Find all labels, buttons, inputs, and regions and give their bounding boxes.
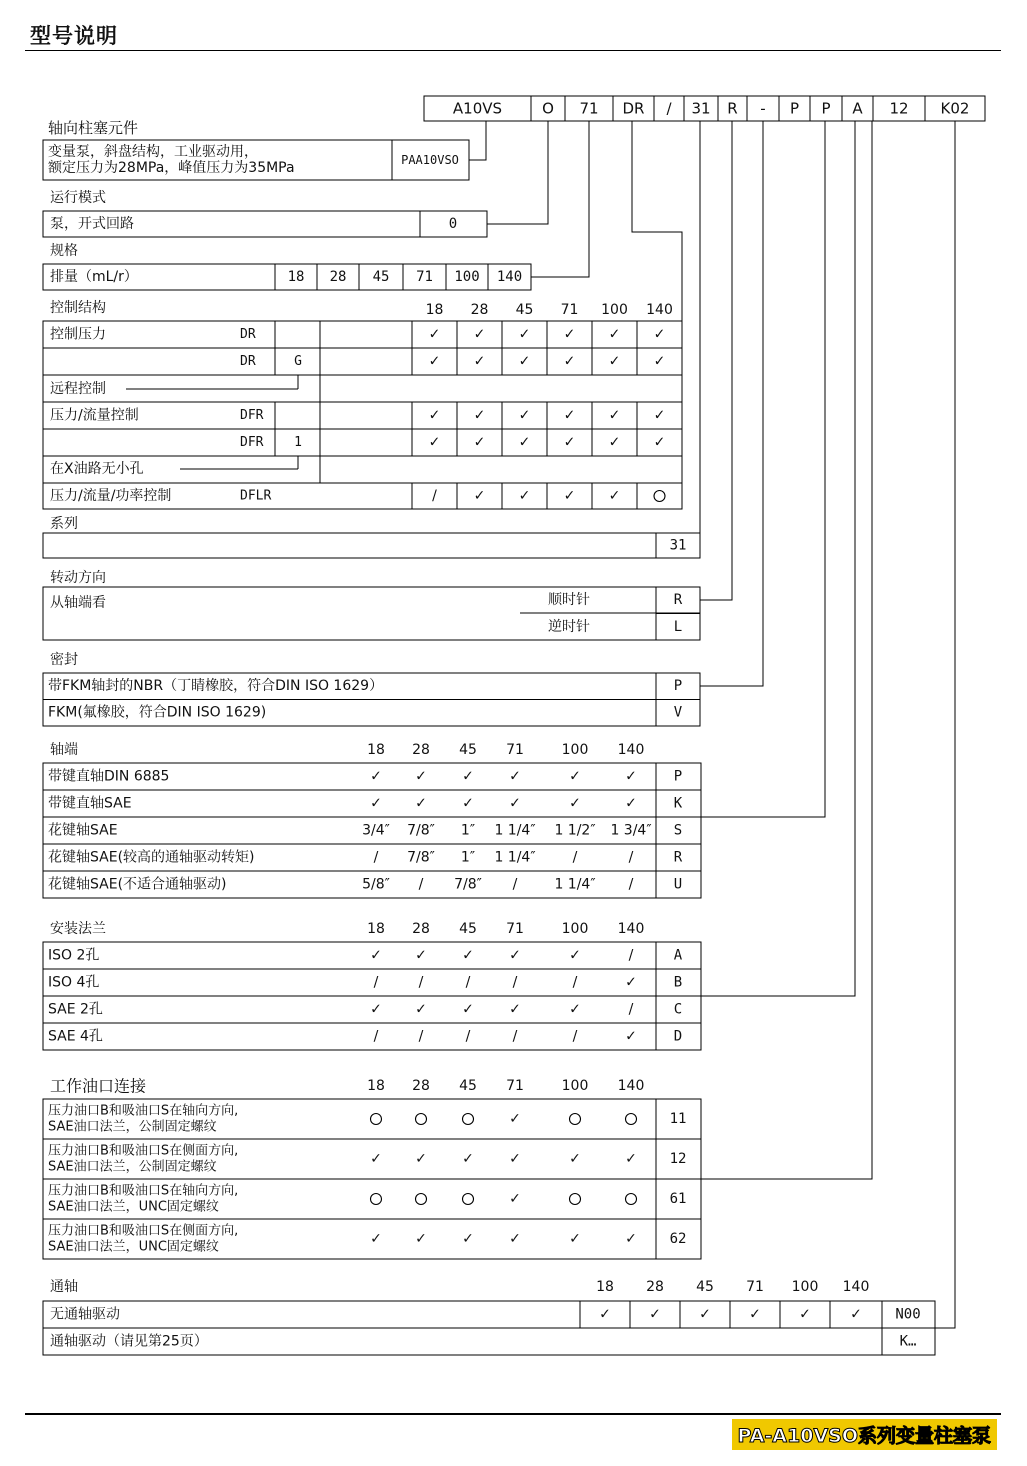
mark-text: / [572, 1028, 578, 1045]
available-check-icon: ✓ [563, 434, 576, 451]
series-code: 31 [669, 537, 687, 554]
available-check-icon: ✓ [462, 947, 474, 964]
optional-mark-icon [463, 1194, 474, 1205]
code-field-6: R [727, 99, 738, 118]
available-check-icon: ✓ [563, 353, 576, 370]
ports-code: 12 [669, 1151, 687, 1167]
series-heading: 系列 [50, 516, 78, 532]
available-check-icon: ✓ [509, 795, 521, 812]
flange-row-box [43, 1023, 656, 1050]
available-check-icon: ✓ [415, 768, 427, 785]
available-check-icon: ✓ [509, 1001, 521, 1018]
available-check-icon: ✓ [415, 795, 427, 812]
ports-size-header: 28 [412, 1078, 430, 1094]
available-check-icon: ✓ [625, 795, 637, 812]
mark-text: 7/8″ [407, 849, 435, 866]
footer-series-title: PA-A10VSO系列变量柱塞泵 [732, 1419, 997, 1450]
available-check-icon: ✓ [569, 1001, 581, 1018]
code-field-2: 71 [579, 99, 599, 118]
mark-text: 1 1/2″ [554, 822, 596, 839]
control-size-header: 140 [646, 302, 673, 318]
available-check-icon: ✓ [563, 407, 576, 424]
through-heading: 通轴 [50, 1279, 78, 1295]
rotation-code: R [673, 592, 683, 608]
control-size-header: 18 [425, 302, 444, 318]
axial-heading: 轴向柱塞元件 [48, 119, 139, 137]
code-field-12: K02 [940, 99, 970, 118]
rotation-code: L [673, 619, 683, 635]
flange-code: D [673, 1028, 683, 1045]
through-code: N00 [895, 1306, 921, 1323]
size-label: 排量（mL/r） [50, 269, 138, 285]
flange-row-box [43, 996, 656, 1023]
ports-label-line1: 压力油口B和吸油口S在侧面方向, [48, 1223, 239, 1239]
ports-code: 11 [669, 1111, 687, 1127]
available-check-icon: ✓ [473, 326, 486, 343]
through-size-header: 45 [696, 1279, 714, 1295]
code-field-9: P [821, 99, 831, 118]
available-check-icon: ✓ [428, 326, 441, 343]
available-check-icon: ✓ [749, 1306, 761, 1323]
control-option: 1 [294, 435, 302, 450]
ports-label-line2: SAE油口法兰，UNC固定螺纹 [48, 1239, 219, 1255]
leader-rotation [700, 121, 732, 600]
ports-code: 62 [669, 1231, 687, 1247]
optional-mark-icon [463, 1114, 474, 1125]
available-check-icon: ✓ [509, 1191, 521, 1207]
control-label: 压力/流量控制 [50, 407, 139, 424]
available-check-icon: ✓ [370, 1231, 382, 1247]
code-field-3: DR [622, 99, 645, 118]
available-check-icon: ✓ [625, 1151, 637, 1167]
flange-label: SAE 4孔 [48, 1028, 103, 1045]
mark-text: / [628, 849, 634, 866]
available-check-icon: ✓ [850, 1306, 862, 1323]
mark-text: 3/4″ [362, 822, 390, 839]
available-check-icon: ✓ [415, 1231, 427, 1247]
flange-row-box [43, 969, 656, 996]
available-check-icon: ✓ [518, 488, 531, 504]
mark-text: / [373, 849, 379, 866]
shaft-code: U [673, 876, 683, 893]
through-size-header: 28 [646, 1279, 664, 1295]
ports-size-header: 100 [561, 1078, 589, 1094]
mark-text: 1 1/4″ [554, 876, 596, 893]
mark-text: 1″ [460, 849, 476, 866]
ports-heading: 工作油口连接 [50, 1076, 147, 1096]
shaft-label: 花键轴SAE(较高的通轴驱动转矩) [48, 849, 255, 866]
shaft-label: 带键直轴SAE [48, 795, 132, 812]
mark-text: / [572, 849, 578, 866]
through-code: K… [899, 1333, 917, 1350]
control-code: DR [240, 327, 256, 342]
flange-label: SAE 2孔 [48, 1001, 103, 1018]
seal-label: FKM(氟橡胶，符合DIN ISO 1629) [48, 704, 267, 721]
rotation-label: 顺时针 [548, 592, 590, 608]
mark-text: / [418, 974, 424, 991]
ports-size-header: 140 [617, 1078, 645, 1094]
ports-label-line2: SAE油口法兰，公制固定螺纹 [48, 1159, 217, 1175]
available-check-icon: ✓ [599, 1306, 611, 1323]
mark-text: / [465, 974, 471, 991]
available-check-icon: ✓ [473, 407, 486, 424]
mark-text: 7/8″ [454, 876, 482, 893]
shaft-label: 带键直轴DIN 6885 [48, 768, 170, 785]
through-label: 通轴驱动（请见第25页） [50, 1333, 208, 1350]
flange-size-header: 28 [412, 921, 430, 937]
through-size-header: 100 [791, 1279, 819, 1295]
available-check-icon: ✓ [563, 488, 576, 504]
available-check-icon: ✓ [518, 353, 531, 370]
through-label: 无通轴驱动 [50, 1306, 120, 1323]
ports-size-header: 45 [459, 1078, 477, 1094]
available-check-icon: ✓ [473, 434, 486, 451]
mark-text: 5/8″ [362, 876, 390, 893]
optional-mark-icon [416, 1194, 427, 1205]
mark-text: 1″ [460, 822, 476, 839]
control-label: 控制压力 [50, 326, 106, 343]
available-check-icon: ✓ [462, 1231, 474, 1247]
rotation-label: 逆时针 [548, 619, 590, 635]
control-heading: 控制结构 [50, 300, 106, 316]
available-check-icon: ✓ [608, 353, 621, 370]
shaft-code: R [673, 849, 683, 866]
rotation-desc: 从轴端看 [50, 595, 106, 611]
shaft-code: S [673, 822, 683, 839]
available-check-icon: ✓ [563, 326, 576, 343]
size-value: 71 [416, 269, 433, 285]
ports-label-line2: SAE油口法兰，UNC固定螺纹 [48, 1199, 219, 1215]
size-value: 28 [329, 269, 347, 285]
optional-mark-icon [371, 1194, 382, 1205]
shaft-code: K [673, 795, 683, 812]
control-label: 压力/流量/功率控制 [50, 488, 172, 504]
available-check-icon: ✓ [370, 1001, 382, 1018]
mark-text: 1 1/4″ [494, 849, 536, 866]
available-check-icon: ✓ [509, 1151, 521, 1167]
shaft-row-box [43, 790, 656, 817]
mark-text: / [512, 876, 518, 893]
mark-text: 7/8″ [407, 822, 435, 839]
leader-operation [487, 121, 548, 224]
mark-text: / [512, 1028, 518, 1045]
leader-ports [701, 121, 872, 1179]
flange-size-header: 45 [459, 921, 477, 937]
flange-code: A [673, 947, 683, 964]
available-check-icon: ✓ [608, 407, 621, 424]
control-code: DFR [240, 408, 264, 423]
available-check-icon: ✓ [473, 488, 486, 504]
leader-axial [469, 121, 486, 160]
mark-text: / [628, 1001, 634, 1018]
size-value: 100 [454, 269, 480, 285]
code-field-7: - [760, 99, 766, 118]
code-field-8: P [789, 99, 800, 118]
available-check-icon: ✓ [415, 1001, 427, 1018]
page-title: 型号说明 [30, 24, 118, 48]
ports-size-header: 71 [506, 1078, 524, 1094]
optional-mark-icon [416, 1114, 427, 1125]
available-check-icon: ✓ [625, 974, 637, 991]
mark-text: 1 3/4″ [610, 822, 652, 839]
available-check-icon: ✓ [509, 947, 521, 964]
available-check-icon: ✓ [518, 434, 531, 451]
available-check-icon: ✓ [370, 795, 382, 812]
optional-mark-icon [371, 1114, 382, 1125]
control-size-header: 28 [470, 302, 489, 318]
mark-text: / [373, 974, 379, 991]
available-check-icon: ✓ [653, 407, 666, 424]
available-check-icon: ✓ [462, 1151, 474, 1167]
series-box [43, 533, 656, 558]
leader-through [935, 121, 955, 1328]
seal-code: P [673, 678, 683, 694]
size-value: 140 [496, 269, 523, 285]
available-check-icon: ✓ [473, 353, 486, 370]
ports-size-header: 18 [367, 1078, 385, 1094]
available-check-icon: ✓ [608, 488, 621, 504]
available-check-icon: ✓ [625, 1028, 637, 1045]
seal-code: V [673, 704, 683, 721]
mark-text: / [418, 876, 424, 893]
through-size-header: 71 [746, 1279, 764, 1295]
flange-heading: 安装法兰 [50, 921, 106, 937]
flange-label: ISO 4孔 [48, 974, 100, 991]
code-field-10: A [852, 99, 863, 118]
available-check-icon: ✓ [518, 407, 531, 424]
mark-text: / [628, 947, 634, 964]
ports-label-line2: SAE油口法兰，公制固定螺纹 [48, 1119, 217, 1135]
leader-size [531, 121, 589, 277]
optional-mark-icon [570, 1194, 581, 1205]
flange-row-box [43, 942, 656, 969]
shaft-size-header: 18 [367, 742, 385, 758]
available-check-icon: ✓ [462, 768, 474, 785]
available-check-icon: ✓ [699, 1306, 711, 1323]
optional-mark-icon [654, 491, 665, 502]
available-check-icon: ✓ [428, 407, 441, 424]
available-check-icon: ✓ [625, 1231, 637, 1247]
rotation-heading: 转动方向 [50, 570, 106, 586]
through-size-header: 140 [842, 1279, 870, 1295]
control-size-header: 100 [601, 302, 628, 318]
mark-text: / [418, 1028, 424, 1045]
available-check-icon: ✓ [415, 947, 427, 964]
flange-label: ISO 2孔 [48, 947, 100, 964]
size-value: 18 [287, 269, 305, 285]
available-check-icon: ✓ [415, 1151, 427, 1167]
available-check-icon: ✓ [569, 1151, 581, 1167]
x-port-label: 在X油路无小孔 [50, 461, 144, 477]
available-check-icon: ✓ [462, 795, 474, 812]
available-check-icon: ✓ [653, 353, 666, 370]
available-check-icon: ✓ [653, 326, 666, 343]
control-code: DR [240, 354, 256, 369]
mark-text: / [465, 1028, 471, 1045]
available-check-icon: ✓ [653, 434, 666, 451]
available-check-icon: ✓ [509, 768, 521, 785]
shaft-size-header: 71 [506, 742, 524, 758]
control-code: DFR [240, 435, 264, 450]
shaft-label: 花键轴SAE [48, 822, 118, 839]
code-field-4: / [666, 99, 672, 118]
available-check-icon: ✓ [569, 947, 581, 964]
code-field-5: 31 [691, 99, 711, 118]
code-field-0: A10VS [452, 99, 503, 118]
seal-heading: 密封 [50, 652, 78, 668]
available-check-icon: ✓ [569, 1231, 581, 1247]
through-size-header: 18 [596, 1279, 614, 1295]
shaft-size-header: 28 [412, 742, 430, 758]
available-check-icon: ✓ [370, 1151, 382, 1167]
available-check-icon: ✓ [569, 795, 581, 812]
axial-desc-line1: 变量泵，斜盘结构，工业驱动用， [48, 144, 258, 160]
control-option: G [294, 354, 302, 369]
available-check-icon: ✓ [649, 1306, 661, 1323]
available-check-icon: ✓ [518, 326, 531, 343]
control-size-header: 45 [515, 302, 534, 318]
flange-size-header: 100 [561, 921, 589, 937]
mark-text: / [373, 1028, 379, 1045]
operation-code: 0 [448, 216, 458, 232]
axial-desc-line2: 额定压力为28MPa，峰值压力为35MPa [48, 160, 295, 176]
ports-label-line1: 压力油口B和吸油口S在轴向方向, [48, 1103, 239, 1119]
mark-text: / [572, 974, 578, 991]
shaft-heading: 轴端 [50, 742, 78, 758]
available-check-icon: ✓ [428, 434, 441, 451]
remote-control-label: 远程控制 [50, 381, 106, 397]
code-field-1: O [542, 99, 554, 118]
mark-text: / [432, 488, 437, 504]
available-check-icon: ✓ [370, 947, 382, 964]
leader-flange [701, 121, 855, 996]
shaft-code: P [673, 768, 683, 785]
ports-label-line1: 压力油口B和吸油口S在侧面方向, [48, 1143, 239, 1159]
available-check-icon: ✓ [625, 768, 637, 785]
available-check-icon: ✓ [462, 1001, 474, 1018]
available-check-icon: ✓ [799, 1306, 811, 1323]
available-check-icon: ✓ [509, 1231, 521, 1247]
control-size-header: 71 [560, 302, 579, 318]
available-check-icon: ✓ [370, 768, 382, 785]
seal-label: 带FKM轴封的NBR（丁睛橡胶，符合DIN ISO 1629） [48, 678, 384, 694]
available-check-icon: ✓ [509, 1111, 521, 1127]
mark-text: / [628, 876, 634, 893]
flange-size-header: 18 [367, 921, 385, 937]
optional-mark-icon [570, 1114, 581, 1125]
operation-heading: 运行模式 [50, 190, 106, 206]
control-table [43, 321, 682, 509]
mark-text: / [512, 974, 518, 991]
flange-size-header: 71 [506, 921, 524, 937]
optional-mark-icon [626, 1194, 637, 1205]
available-check-icon: ✓ [608, 326, 621, 343]
shaft-size-header: 140 [617, 742, 645, 758]
flange-code: B [673, 974, 683, 991]
ports-label-line1: 压力油口B和吸油口S在轴向方向, [48, 1183, 239, 1199]
leader-control [632, 121, 682, 321]
shaft-size-header: 45 [459, 742, 477, 758]
available-check-icon: ✓ [428, 353, 441, 370]
flange-size-header: 140 [617, 921, 645, 937]
axial-code: PAA10VSO [401, 153, 459, 167]
optional-mark-icon [626, 1114, 637, 1125]
available-check-icon: ✓ [569, 768, 581, 785]
flange-code: C [673, 1001, 683, 1018]
shaft-label: 花键轴SAE(不适合通轴驱动) [48, 876, 227, 893]
available-check-icon: ✓ [608, 434, 621, 451]
ports-code: 61 [669, 1191, 687, 1207]
control-code: DFLR [240, 488, 272, 504]
mark-text: 1 1/4″ [494, 822, 536, 839]
shaft-size-header: 100 [561, 742, 589, 758]
operation-desc: 泵，开式回路 [50, 216, 134, 232]
code-field-11: 12 [889, 99, 909, 118]
size-heading: 规格 [50, 243, 78, 259]
size-value: 45 [372, 269, 390, 285]
